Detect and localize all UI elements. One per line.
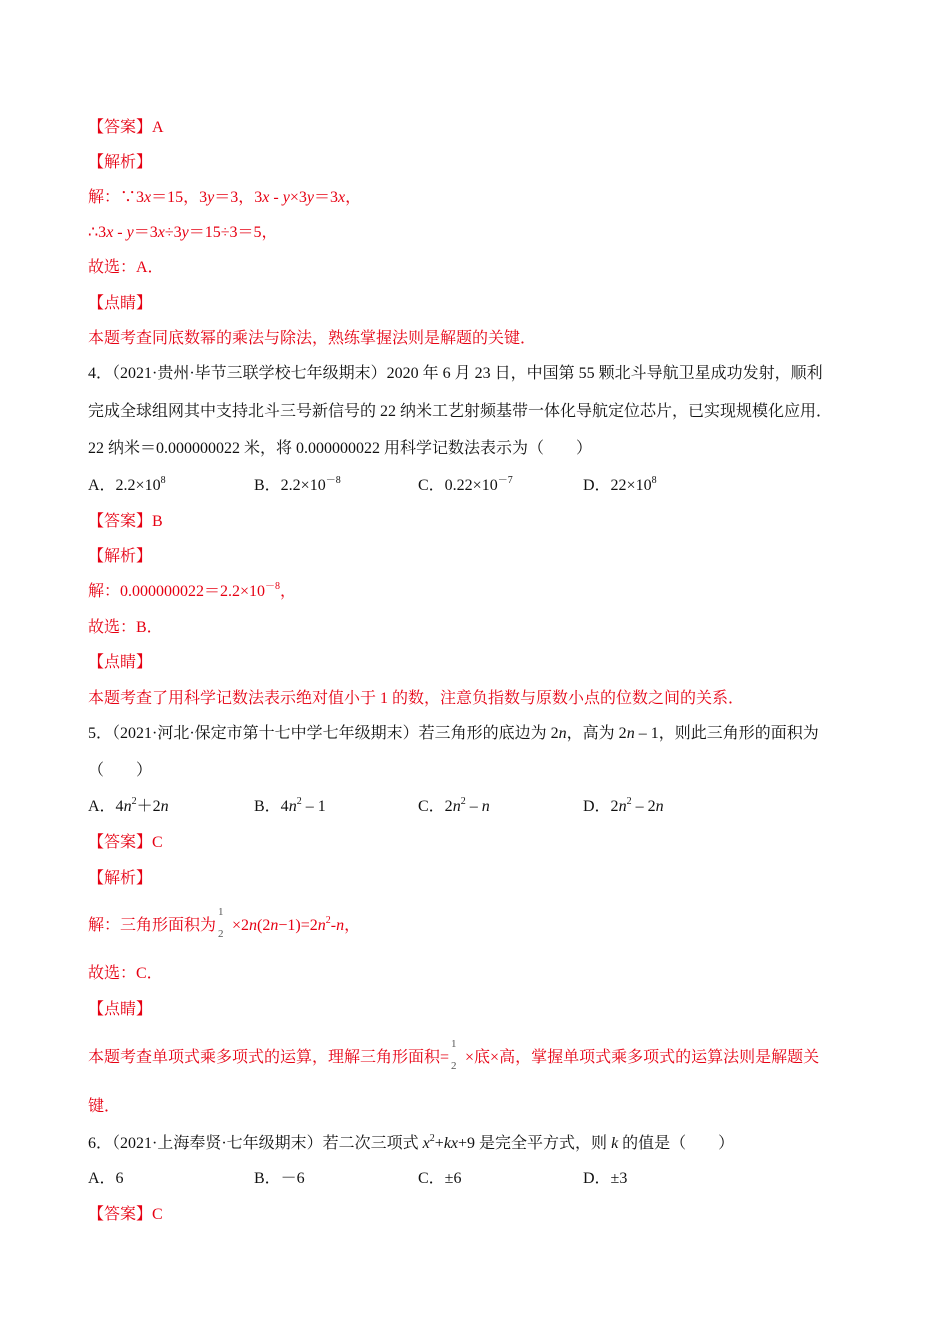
q3-solution-line1: 解：∵3x＝15，3y＝3，3x - y×3y＝3x， <box>88 189 362 206</box>
q5-solution: 解：三角形面积为 1 2 $\times 2n(2n-1)=2n^2-n$， <box>88 906 361 941</box>
q5-option-d: D．$2n^2 - 2n$ <box>583 796 664 815</box>
q3-analysis-label: 【解析】 <box>88 154 153 171</box>
q5-option-c: C．$2n^2$ – n <box>418 796 490 815</box>
q3-comment-label: 【点睛】 <box>88 295 153 312</box>
q5-comment-line2: 键． <box>88 1098 121 1115</box>
q6-option-a: A．6 <box>88 1170 124 1187</box>
q4-option-a: A．$2.2\times 10^8$ <box>88 475 166 494</box>
q4-option-d: D．$22\times 10^8$ <box>583 475 657 494</box>
q5-option-a: A．$4n^2+2n$ <box>88 796 169 815</box>
q6-option-c: C．±6 <box>418 1170 462 1187</box>
q4-comment: 本题考查了用科学记数法表示绝对值小于 1 的数，注意负指数与原数小点的位数之间的关系． <box>88 690 745 707</box>
q3-choose: 故选：A． <box>88 259 164 276</box>
q4-answer: 【答案】B <box>88 513 163 530</box>
q5-comment-line1: 本题考查单项式乘多项式的运算，理解三角形面积= 1 2 ×底×高，掌握单项式乘多项式的运算法则是解题关 <box>88 1038 820 1073</box>
q6-option-d: D．±3 <box>583 1170 628 1187</box>
q4-option-b: B．$2.2\times 10^{-8}$ <box>254 475 341 494</box>
q3-solution-line2: ∴3x - y＝3x÷3y＝15÷3＝5， <box>88 224 278 241</box>
q5-stem-line2: （ ） <box>88 762 153 779</box>
q3-answer: 【答案】A <box>88 119 164 136</box>
q4-choose: 故选：B． <box>88 619 163 636</box>
fraction-one-half: 1 2 <box>451 1038 457 1073</box>
q4-stem-line1: 4．（2021·贵州·毕节三联学校七年级期末）2020 年 6 月 23 日，中国第 55 颗北斗导航卫星成功发射，顺利 <box>88 365 823 382</box>
q4-comment-label: 【点睛】 <box>88 654 153 671</box>
q4-solution: 解：$0.000000022=2.2\times 10^{-8}$， <box>88 581 297 600</box>
q4-stem-line2: 完成全球组网其中支持北斗三号新信号的 22 纳米工艺射频基带一体化导航定位芯片，已实现规模化应用． <box>88 403 833 420</box>
q4-option-c: C．$0.22\times 10^{-7}$ <box>418 475 513 494</box>
q5-answer: 【答案】C <box>88 834 163 851</box>
q4-stem-line3: 22 纳米＝0.000000022 米，将 0.000000022 用科学记数法表示为（ ） <box>88 440 593 457</box>
q5-option-b: B．$4n^2 - 1$ <box>254 796 326 815</box>
q4-analysis-label: 【解析】 <box>88 548 153 565</box>
q5-analysis-label: 【解析】 <box>88 870 153 887</box>
q5-choose: 故选：C． <box>88 965 163 982</box>
q6-option-b: B．－6 <box>254 1170 305 1187</box>
q6-answer: 【答案】C <box>88 1206 163 1223</box>
q5-stem-line1: 5．（2021·河北·保定市第十七中学七年级期末）若三角形的底边为 2n，高为 2n – 1，则此三角形的面积为 <box>88 725 819 742</box>
fraction-one-half: 1 2 <box>218 906 224 941</box>
q6-stem: 6．（2021·上海奉贤·七年级期末）若二次三项式 $x^2+kx+9$ 是完全平方式，则 k 的值是（ ） <box>88 1133 735 1152</box>
q5-comment-label: 【点睛】 <box>88 1001 153 1018</box>
q3-comment: 本题考查同底数幂的乘法与除法，熟练掌握法则是解题的关键． <box>88 330 537 347</box>
